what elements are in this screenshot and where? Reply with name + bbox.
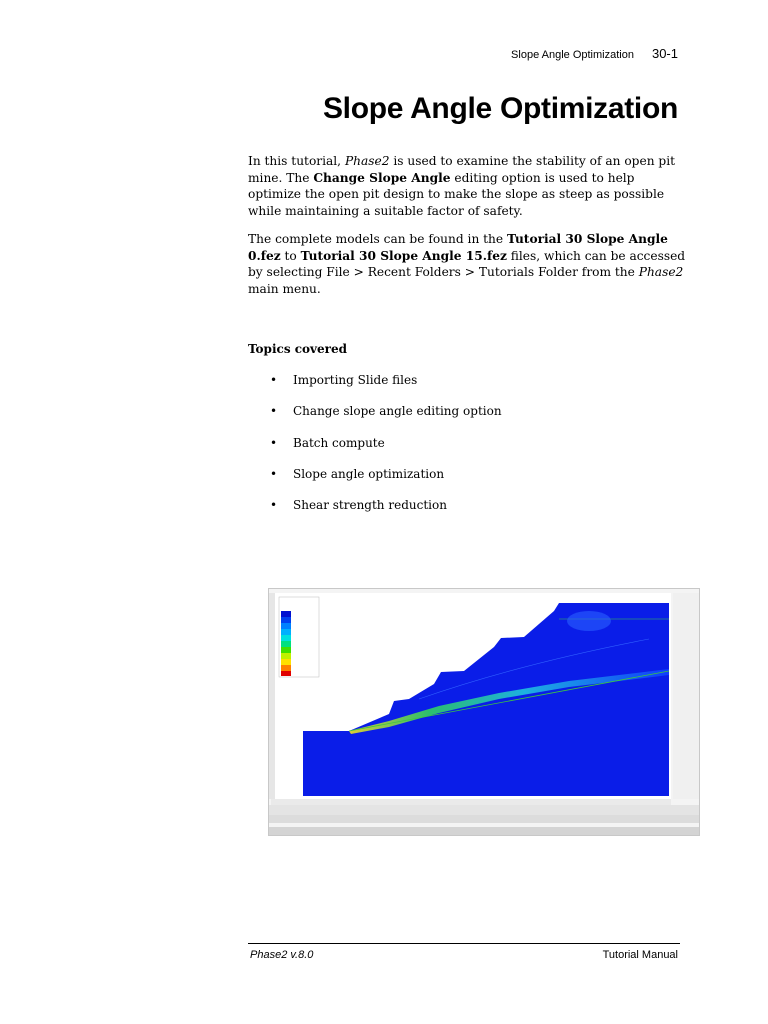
model-screenshot-figure: [268, 588, 700, 836]
topics-heading: Topics covered: [248, 342, 348, 356]
intro-paragraph: [248, 153, 688, 219]
topic-label: Batch compute: [293, 435, 385, 450]
status-bar: [269, 827, 699, 835]
bullet: •: [270, 373, 278, 387]
intro-text-2: is used to examine the stability of an open pit mine. The: [248, 154, 676, 185]
running-title: Slope Angle Optimization: [511, 49, 634, 61]
complete-phase2: Phase2: [638, 265, 684, 279]
bullet: •: [270, 435, 278, 450]
complete-text-2: to: [280, 248, 301, 263]
intro-text-1: In this tutorial,: [248, 154, 345, 168]
page-title: Slope Angle Optimization: [322, 92, 678, 125]
bullet: •: [270, 466, 278, 481]
topics-list: [270, 373, 502, 529]
list-item: [270, 373, 502, 404]
running-header: [511, 46, 678, 61]
complete-text-4: main menu.: [248, 281, 321, 296]
complete-text-1: The complete models can be found in the: [248, 232, 507, 246]
footer-rule: [248, 943, 680, 944]
complete-bold-file-15: Tutorial 30 Slope Angle 15.fez: [300, 248, 507, 263]
list-item: [270, 436, 502, 467]
topic-label: Importing Slide files: [293, 373, 418, 387]
legend-swatches: [281, 611, 291, 676]
intro-bold-change-slope-angle: Change Slope Angle: [313, 170, 451, 185]
topic-label: Change slope angle editing option: [293, 404, 502, 419]
complete-bold-file-0: Tutorial 30 Slope Angle 0.fez: [248, 232, 668, 263]
document-tabs-bar: [269, 815, 699, 823]
bullet: •: [270, 498, 278, 513]
list-item: [270, 467, 502, 498]
right-panel: [673, 593, 699, 799]
list-item: [270, 498, 502, 529]
topic-label: Slope angle optimization: [293, 466, 445, 481]
topic-label: Shear strength reduction: [293, 498, 447, 513]
stage-tabs-bar: [269, 805, 699, 815]
complete-text-3: files, which can be accessed by selecting File > Recent Folders > Tutorials Folder from the: [248, 248, 686, 279]
footer-manual: Tutorial Manual: [602, 949, 678, 961]
page-number: 30-1: [651, 46, 678, 61]
vertical-ruler: [269, 593, 275, 799]
intro-phase2: Phase2: [344, 154, 390, 168]
complete-models-paragraph: [248, 231, 688, 297]
bullet: •: [270, 404, 278, 419]
footer-version: Phase2 v.8.0: [250, 949, 314, 961]
list-item: [270, 404, 502, 435]
crest-patch: [567, 611, 611, 631]
horizontal-ruler: [271, 799, 671, 805]
slope-model-illustration: [269, 589, 699, 835]
intro-text-3: editing option is used to help optimize the open pit design to make the slope as steep as possible while maintaining a suitable factor of safety.: [248, 170, 665, 218]
